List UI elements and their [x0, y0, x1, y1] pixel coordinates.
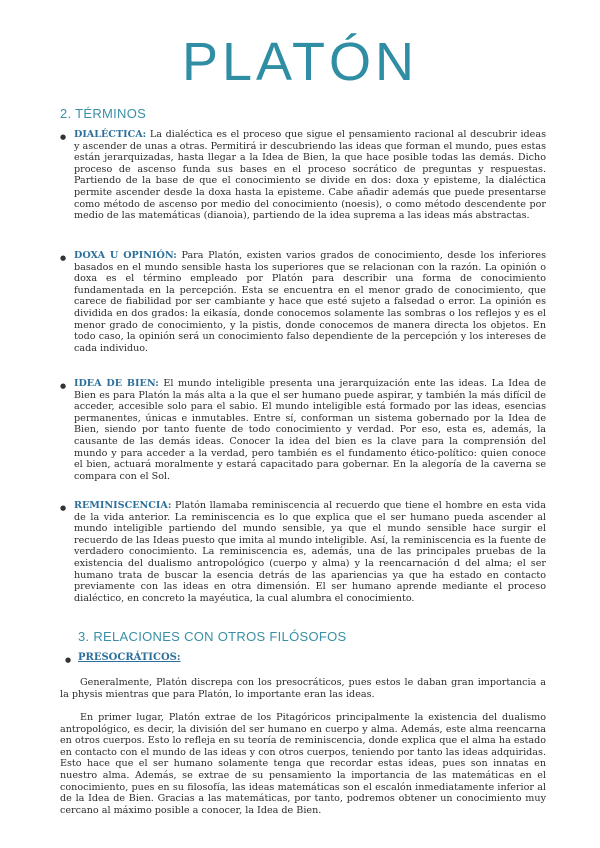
term-definition: Para Platón, existen varios grados de conocimiento, desde los inferiores basados en el mundo sensible hasta los superiores que se relacionan con la razón. La opinión o doxa es el término empleado por Platón para describir una forma de conocimiento fundamentada en la percepción. Esta se encuentra en el menor grado de conocimiento, que carece de fiabilidad por ser cambiante y hace que esté sujeto a falsedad o error. La opinión es dividida en dos grados: la eikasía, donde conocemos solamente las sombras o los reflejos y es el menor grado de conocimiento, y la pistis, donde conocemos de manera directa los objetos. En todo caso, la opinión será un conocimiento falso dependiente de la percepción y los intereses de cada individuo.	[74, 250, 546, 354]
term-definition: La dialéctica es el proceso que sigue el pensamiento racional al descubrir ideas y ascender de unas a otras. Permitirá ir descubriendo las ideas que forman el mundo, pues estas están jerarquizadas, hasta llegar a la Idea de Bien, la que hace posible todas las demás. Dicho proceso de ascenso funda sus bases en el proceso socrático de preguntas y respuestas. Partiendo de la base de que el conocimiento se divide en dos: doxa y episteme, la dialéctica permite ascender desde la doxa hasta la episteme. Cabe añadir además que puede presentarse como método de ascenso por medio del conocimiento (noesis), o como método descendente por medio de las matemáticas (dianoia), partiendo de la idea suprema a las ideas más abstractas.	[74, 129, 546, 222]
section-heading-terminos: 2. TÉRMINOS	[60, 106, 147, 121]
section-heading-relaciones: 3. RELACIONES CON OTROS FILÓSOFOS	[78, 629, 347, 644]
term-label: REMINISCENCIA:	[74, 500, 172, 511]
term-definition: El mundo inteligible presenta una jerarquización ente las ideas. La Idea de Bien es para Platón la más alta a la que el ser humano puede aspirar, y también la más difícil de acceder, accesible solo para el sabio. El mundo inteligible está formado por las ideas, esencias permanentes, únicas e inmutables. Entre sí, conforman un sistema gobernado por la Idea de Bien, siendo por tanto fuente de todo conocimiento y verdad. Por eso, esta es, además, la causante de las demás ideas. Conocer la idea del bien es la clave para la comprensión del mundo y para acceder a la verdad, pero también es el fundamento ético-político: quien conoce el bien, actuará moralmente y estará capacitado para gobernar. En la alegoría de la caverna se compara con el Sol.	[74, 378, 546, 482]
term-definition: Platón llamaba reminiscencia al recuerdo que tiene el hombre en esta vida de la vida anterior. La reminiscencia es lo que explica que el ser humano pueda ascender al mundo inteligible partiendo del mundo sensible, ya que el mundo sensible hace surgir el recuerdo de las Ideas puesto que imita al mundo inteligible. Así, la reminiscencia es la fuente de verdadero conocimiento. La reminiscencia es, además, una de las principales pruebas de la existencia del dualismo antropológico (cuerpo y alma) y la reencarnación d del alma; el ser humano trata de buscar la esencia detrás de las apariencias ya que ha estado en contacto previamente con las ideas en otra dimensión. El ser humano aprende mediante el proceso dialéctico, en concreto la mayéutica, la cual alumbra el conocimiento.	[74, 500, 546, 604]
bullet-icon: ●	[60, 382, 67, 390]
bullet-icon: ●	[65, 656, 72, 664]
paragraph-pitagoricos: En primer lugar, Platón extrae de los Pitagóricos principalmente la existencia del dualismo antropológico, es decir, la división del ser humano en cuerpo y alma. Además, este alma reencarna en otros cuerpos. Esto lo refleja en su teoría de reminiscencia, donde explica que el alma ha estado en contacto con el mundo de las ideas y con otros cuerpos, teniendo por tanto las ideas adquiridas. Esto hace que el ser humano solamente tenga que recordar estas ideas, pues son innatas en nuestro alma. Además, se extrae de su pensamiento la importancia de las matemáticas en el conocimiento, pues en su filosofía, las ideas matemáticas son el escalón inmediatamente inferior al de la Idea de Bien. Gracias a las matemáticas, por tanto, podremos obtener un conocimiento muy cercano al máximo posible a conocer, la Idea de Bien.	[60, 712, 546, 816]
term-label: DOXA U OPINIÓN:	[74, 250, 177, 261]
bullet-icon: ●	[60, 254, 67, 262]
bullet-icon: ●	[60, 133, 67, 141]
page-title: PLATÓN	[181, 32, 419, 92]
bullet-icon: ●	[60, 504, 67, 512]
paragraph-intro: Generalmente, Platón discrepa con los presocráticos, pues estos le daban gran importancia a la physis mientras que para Platón, lo importante eran las ideas.	[60, 677, 546, 700]
term-label: IDEA DE BIEN:	[74, 378, 159, 389]
term-dialectica	[74, 129, 546, 222]
term-label: DIALÉCTICA:	[74, 129, 147, 140]
term-doxa	[74, 250, 546, 354]
term-reminiscencia	[74, 500, 546, 604]
subheading-presocraticos: PRESOCRÁTICOS:	[78, 652, 181, 663]
term-idea-de-bien	[74, 378, 546, 482]
